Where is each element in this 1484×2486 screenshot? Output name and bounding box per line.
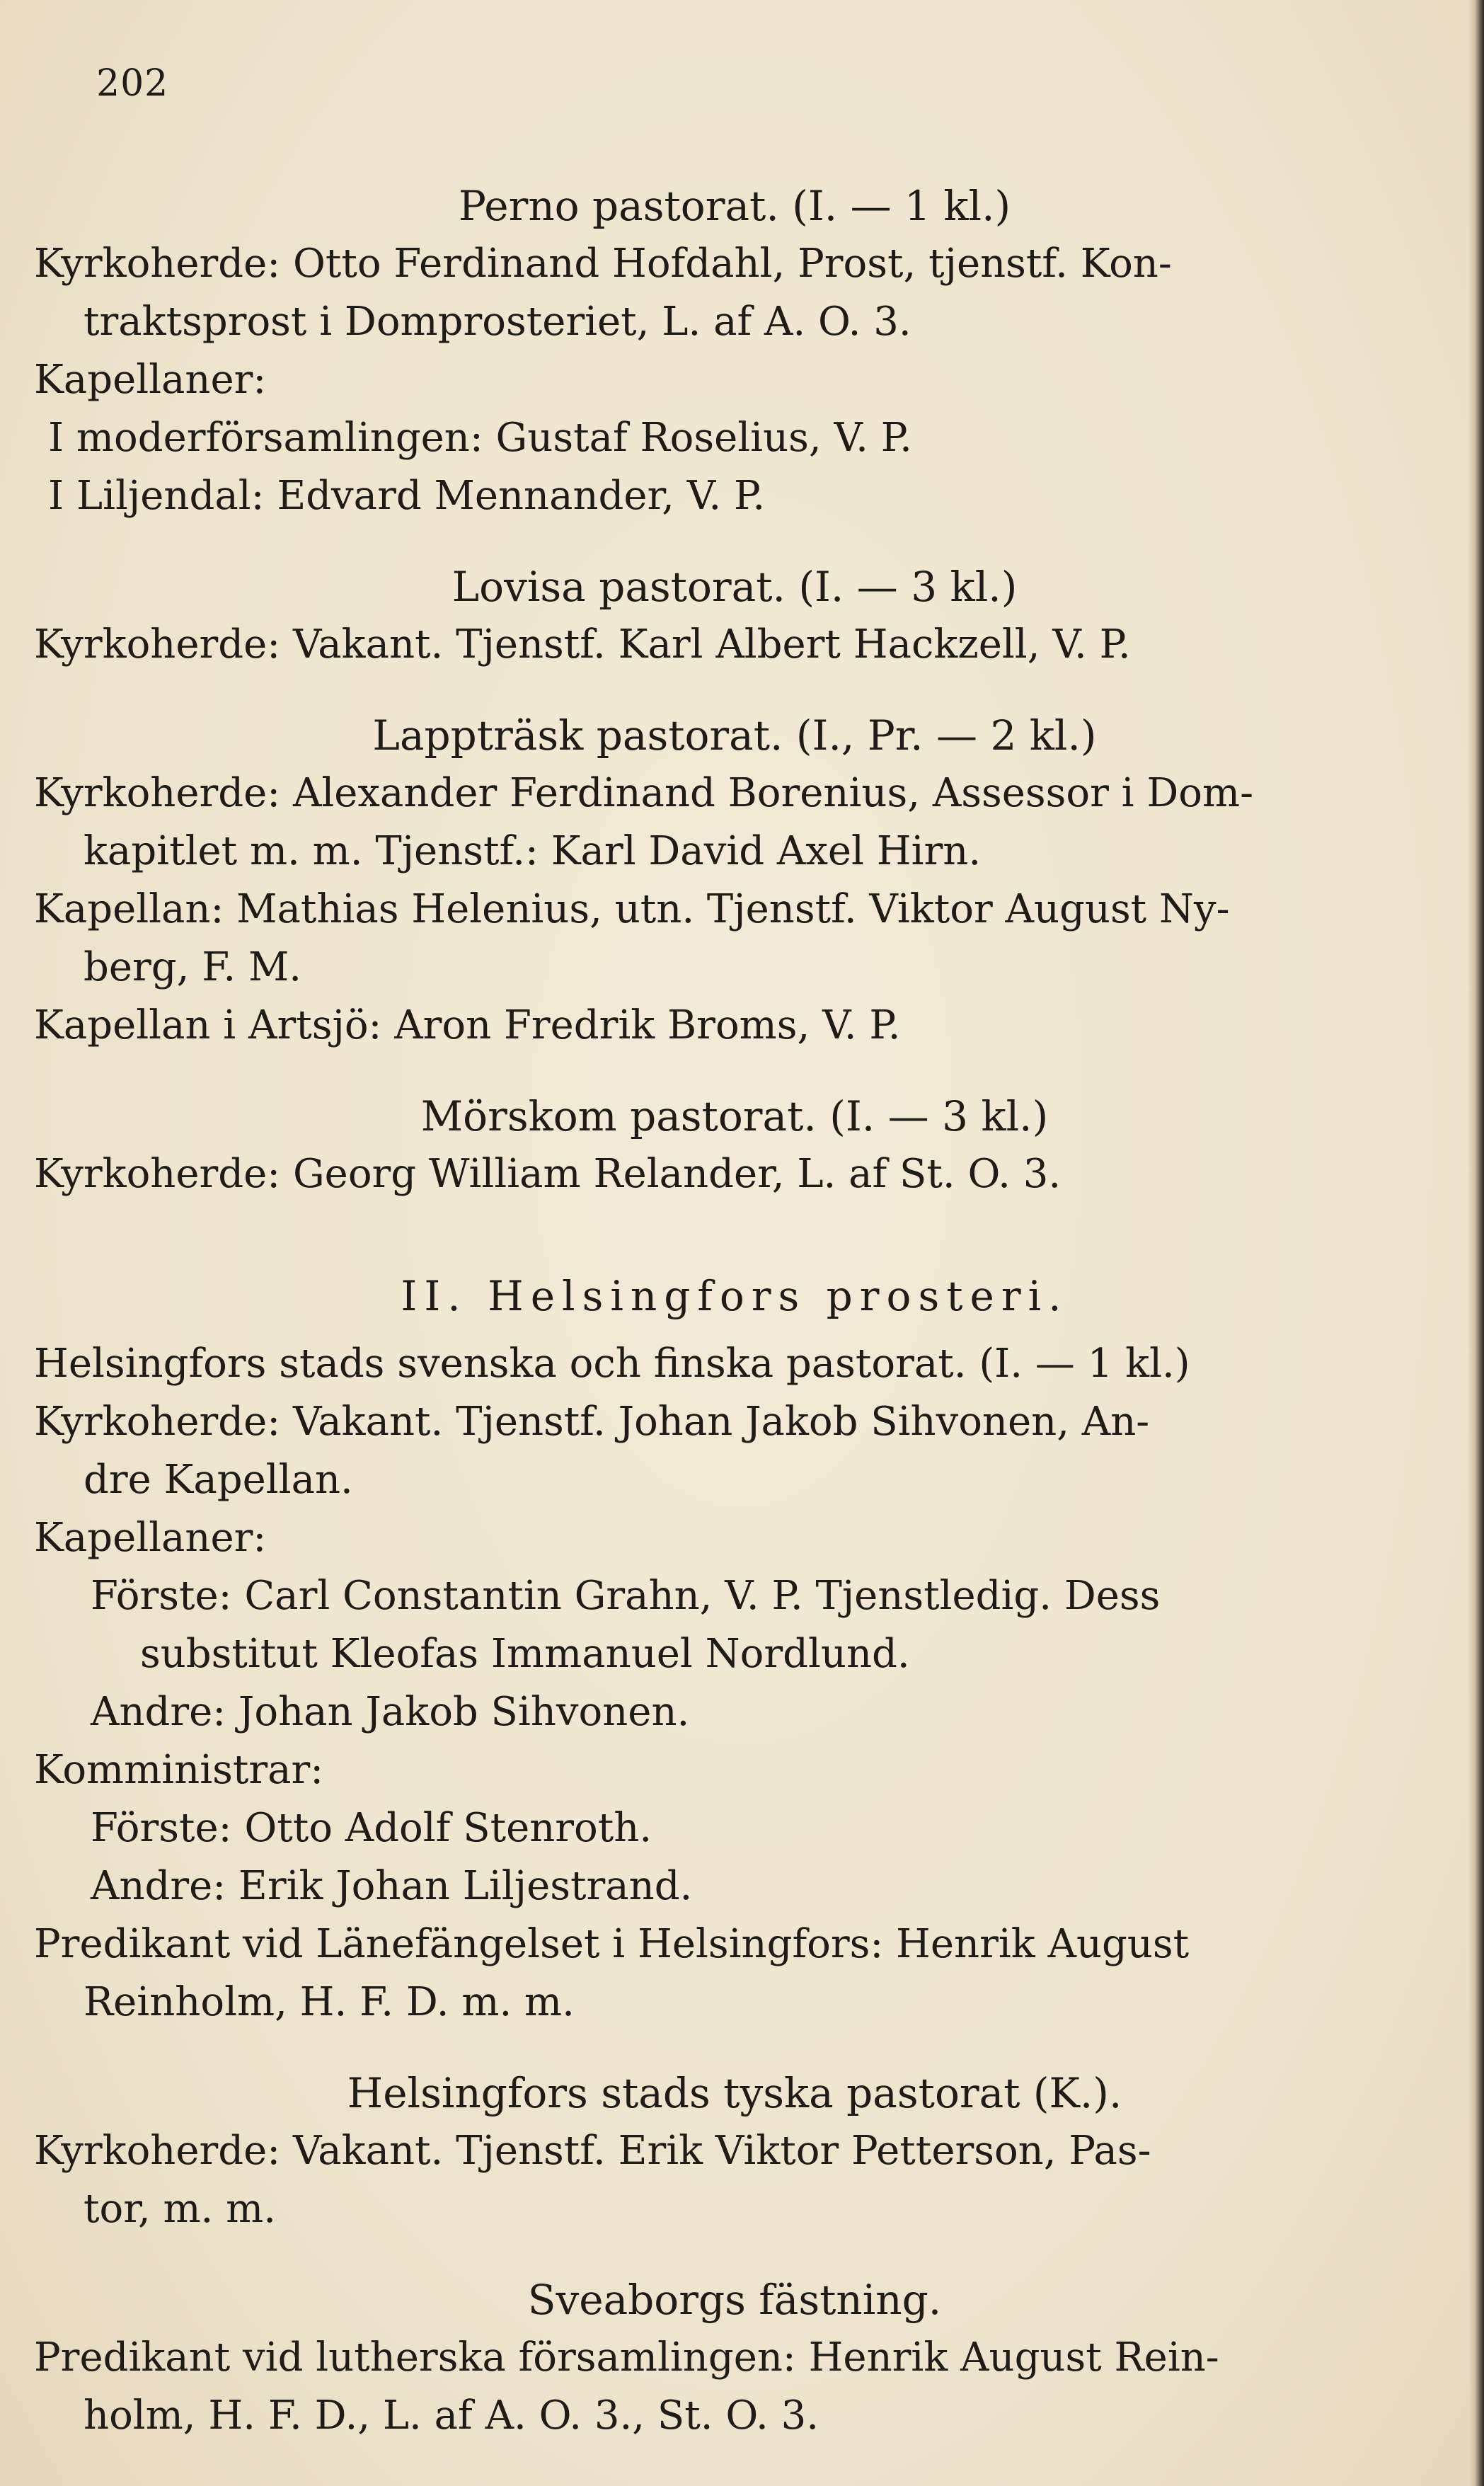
text-line: Kyrkoherde: Vakant. Tjenstf. Erik Viktor Petterson, Pas- [34, 2128, 1151, 2174]
parish-heading-lovisa: Lovisa pastorat. (I. — 3 kl.) [451, 563, 1018, 611]
text-line: Förste: Carl Constantin Grahn, V. P. Tjenstledig. Dess [91, 1573, 1161, 1619]
text-line: traktsprost i Domprosteriet, L. af A. O. 3. [84, 299, 911, 345]
heading-sveaborg: Sveaborgs fästning. [527, 2276, 942, 2324]
page-content [34, 177, 1435, 2445]
text-line: Kyrkoherde: Alexander Ferdinand Borenius, Assessor i Dom- [34, 770, 1253, 816]
text-line: Kapellaner: [34, 357, 267, 403]
text-line: Kyrkoherde: Georg William Relander, L. af St. O. 3. [34, 1151, 1062, 1197]
text-line: substitut Kleofas Immanuel Nordlund. [140, 1631, 910, 1677]
text-line: Andre: Johan Jakob Sihvonen. [91, 1689, 690, 1735]
text-line: berg, F. M. [84, 944, 302, 990]
text-line: Kyrkoherde: Vakant. Tjenstf. Karl Albert Hackzell, V. P. [34, 622, 1131, 668]
parish-heading-helsingfors: Helsingfors stads svenska och finska pastorat. (I. — 1 kl.) [34, 1341, 1190, 1387]
text-line: Kyrkoherde: Vakant. Tjenstf. Johan Jakob Sihvonen, An- [34, 1399, 1150, 1445]
parish-heading-tyska: Helsingfors stads tyska pastorat (K.). [347, 2069, 1122, 2117]
text-line: Förste: Otto Adolf Stenroth. [91, 1805, 652, 1851]
text-line: Kapellan i Artsjö: Aron Fredrik Broms, V. P. [34, 1002, 901, 1048]
page-number: 202 [96, 62, 169, 105]
parish-heading-morskom: Mörskom pastorat. (I. — 3 kl.) [420, 1092, 1049, 1140]
parish-heading-perno: Perno pastorat. (I. — 1 kl.) [458, 182, 1011, 230]
text-line: Predikant vid Länefängelset i Helsingfors: Henrik August [34, 1921, 1190, 1967]
page-edge-shadow [1468, 0, 1484, 2486]
text-line: Andre: Erik Johan Liljestrand. [91, 1863, 693, 1909]
text-line: kapitlet m. m. Tjenstf.: Karl David Axel Hirn. [84, 828, 982, 874]
text-line: Kapellaner: [34, 1515, 267, 1561]
text-line: Komministrar: [34, 1747, 324, 1793]
text-line: I moderförsamlingen: Gustaf Roselius, V. P. [48, 415, 912, 461]
text-line: Kapellan: Mathias Helenius, utn. Tjenstf. Viktor August Ny- [34, 886, 1230, 932]
text-line: Predikant vid lutherska församlingen: Henrik August Rein- [34, 2335, 1219, 2381]
section-heading: II. Helsingfors prosteri. [401, 1272, 1069, 1320]
text-line: I Liljendal: Edvard Mennander, V. P. [48, 473, 766, 519]
text-line: Reinholm, H. F. D. m. m. [84, 1979, 575, 2025]
text-line: holm, H. F. D., L. af A. O. 3., St. O. 3. [84, 2393, 819, 2439]
text-line: tor, m. m. [84, 2186, 277, 2232]
text-line: dre Kapellan. [84, 1457, 353, 1503]
parish-heading-lapptrask: Lappträsk pastorat. (I., Pr. — 2 kl.) [372, 711, 1097, 760]
text-line: Kyrkoherde: Otto Ferdinand Hofdahl, Prost, tjenstf. Kon- [34, 241, 1172, 287]
